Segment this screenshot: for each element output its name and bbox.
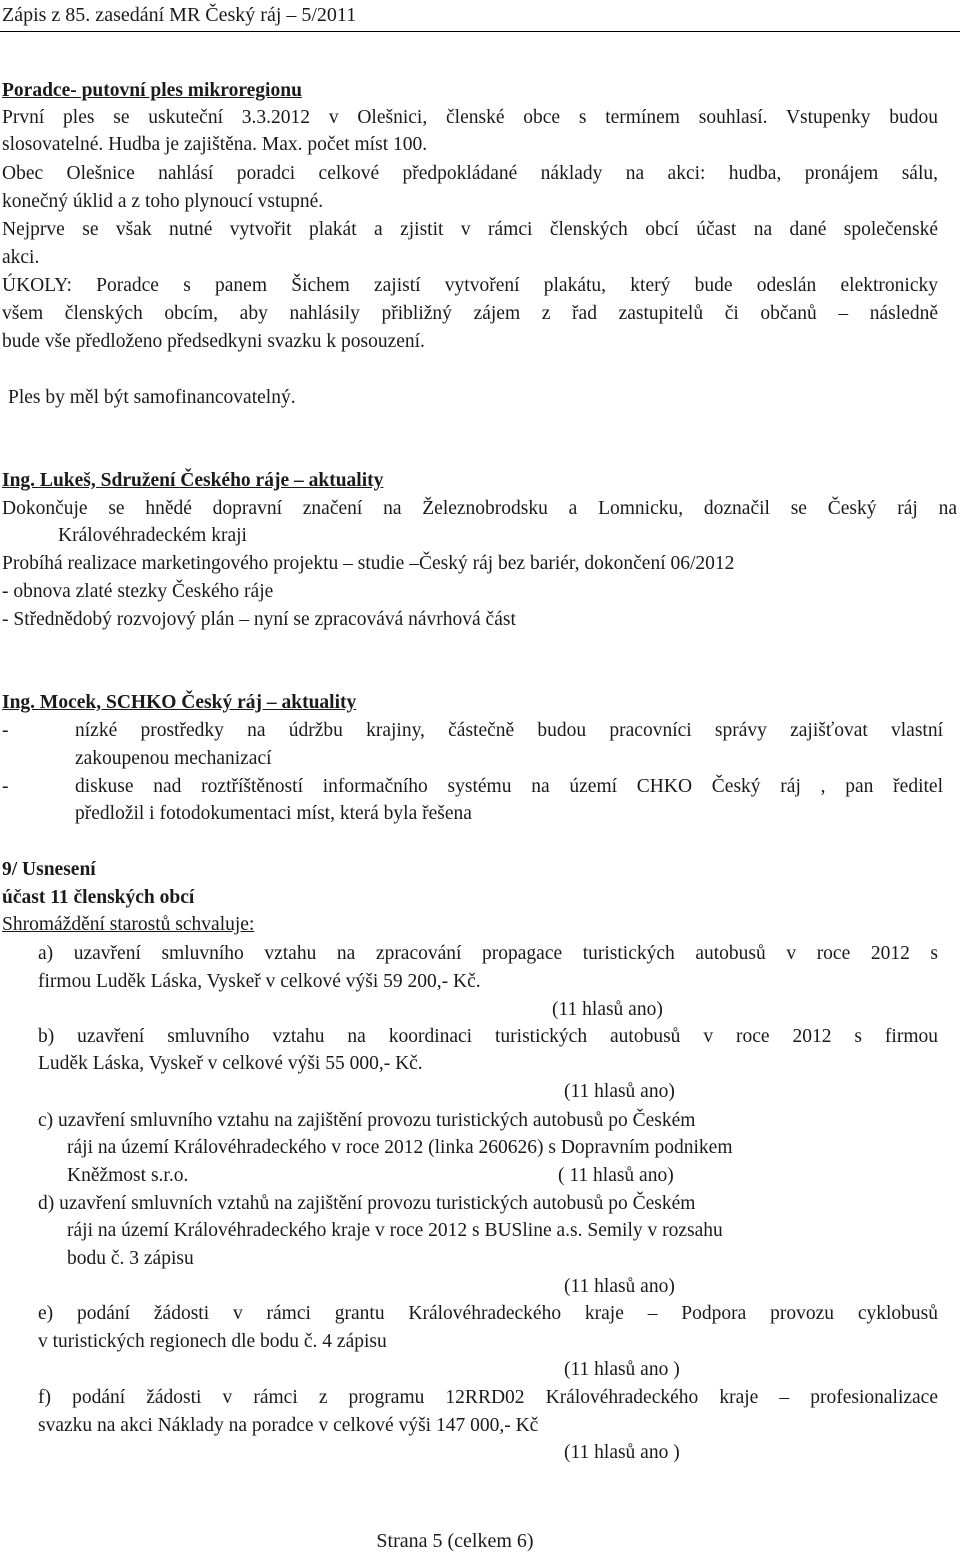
resolution-b-line-2: Luděk Láska, Vyskeř v celkové výši 55 000,- Kč. (38, 1053, 423, 1074)
resolution-c-vote: ( 11 hlasů ano) (558, 1165, 674, 1186)
mocek-item-2-line-2: předložil i fotodokumentaci míst, která byla řešena (75, 803, 472, 824)
mocek-item-1-line-1: nízké prostředky na údržbu krajiny, částečně budou pracovníci správy zajišťovat vlastní (75, 720, 943, 741)
resolution-a-line-2: firmou Luděk Láska, Vyskeř v celkové výši 59 200,- Kč. (38, 971, 481, 992)
resolution-a-line-1: a) uzavření smluvního vztahu na zpracování propagace turistických autobusů v roce 2012 s (38, 943, 938, 964)
lukes-line-3: Probíhá realizace marketingového projektu – studie –Český ráj bez bariér, dokončení 06/2012 (2, 553, 735, 574)
resolution-d-line-2: ráji na území Královéhradeckého kraje v roce 2012 s BUSline a.s. Semily v rozsahu (67, 1220, 723, 1241)
resolution-b-line-1: b) uzavření smluvního vztahu na koordinaci turistických autobusů v roce 2012 s firmou (38, 1026, 938, 1047)
lukes-line-5: - Střednědobý rozvojový plán – nyní se zpracovává návrhová část (2, 609, 516, 630)
poradce-heading: Poradce- putovní ples mikroregionu (2, 80, 302, 101)
poradce-line-5: Nejprve se však nutné vytvořit plakát a zjistit v rámci členských obcí účast na dané společenské (2, 219, 938, 240)
mocek-item-2-line-1: diskuse nad roztříštěností informačního systému na území CHKO Český ráj , pan ředitel (75, 776, 943, 797)
poradce-note: Ples by měl být samofinancovatelný. (8, 387, 296, 408)
page-footer: Strana 5 (celkem 6) (376, 1530, 534, 1552)
poradce-ukoly-line-1: ÚKOLY: Poradce s panem Šichem zajistí vytvoření plakátu, který bude odeslán elektronicky (2, 275, 938, 296)
header-divider (0, 31, 960, 32)
resolution-c-line-2: ráji na území Královéhradeckého v roce 2012 (linka 260626) s Dopravním podnikem (67, 1137, 733, 1158)
resolution-a-vote: (11 hlasů ano) (552, 999, 663, 1020)
resolution-e-line-1: e) podání žádosti v rámci grantu Královéhradeckého kraje – Podpora provozu cyklobusů (38, 1303, 938, 1324)
page-header: Zápis z 85. zasedání MR Český ráj – 5/2011 (2, 4, 357, 26)
resolution-f-line-2: svazku na akci Náklady na poradce v celkové výši 147 000,- Kč (38, 1415, 539, 1436)
mocek-heading: Ing. Mocek, SCHKO Český ráj – aktuality (2, 692, 357, 713)
resolution-e-vote: (11 hlasů ano ) (564, 1359, 680, 1380)
poradce-line-2: slosovatelné. Hudba je zajištěna. Max. počet míst 100. (2, 134, 428, 155)
usneseni-ucast: účast 11 členských obcí (2, 887, 195, 908)
lukes-line-2: Královéhradeckém kraji (58, 525, 247, 546)
resolution-e-line-2: v turistických regionech dle bodu č. 4 zápisu (38, 1331, 387, 1352)
poradce-line-4: konečný úklid a z toho plynoucí vstupné. (2, 191, 324, 212)
resolution-c-line-3: Kněžmost s.r.o. (67, 1165, 189, 1186)
lukes-line-1: Dokončuje se hnědé dopravní značení na Železnobrodsku a Lomnicku, doznačil se Český ráj na (2, 498, 957, 519)
resolution-d-vote: (11 hlasů ano) (564, 1276, 675, 1297)
resolution-f-vote: (11 hlasů ano ) (564, 1442, 680, 1463)
resolution-d-line-1: d) uzavření smluvních vztahů na zajištění provozu turistických autobusů po Českém (38, 1193, 696, 1214)
resolution-f-line-1: f) podání žádosti v rámci z programu 12RRD02 Královéhradeckého kraje – profesionalizace (38, 1387, 938, 1408)
poradce-line-6: akci. (2, 247, 40, 268)
mocek-item-2-dash: - (2, 776, 9, 797)
resolution-d-line-3: bodu č. 3 zápisu (67, 1248, 194, 1269)
mocek-item-1-line-2: zakoupenou mechanizací (75, 748, 272, 769)
poradce-line-1: První ples se uskuteční 3.3.2012 v Olešnici, členské obce s termínem souhlasí. Vstupenky budou (2, 107, 938, 128)
usneseni-heading: 9/ Usnesení (2, 859, 96, 880)
resolution-c-line-1: c) uzavření smluvního vztahu na zajištění provozu turistických autobusů po Českém (38, 1110, 696, 1131)
mocek-item-1-dash: - (2, 720, 9, 741)
poradce-line-3: Obec Olešnice nahlásí poradci celkové předpokládané náklady na akci: hudba, pronájem sálu, (2, 163, 938, 184)
lukes-line-4: - obnova zlaté stezky Českého ráje (2, 581, 274, 602)
poradce-ukoly-line-2: všem členských obcím, aby nahlásily přibližný zájem z řad zastupitelů či občanů – následně (2, 303, 938, 324)
resolution-b-vote: (11 hlasů ano) (564, 1081, 675, 1102)
usneseni-schvaluje: Shromáždění starostů schvaluje: (2, 914, 255, 935)
lukes-heading: Ing. Lukeš, Sdružení Českého ráje – aktuality (2, 470, 384, 491)
poradce-ukoly-line-3: bude vše předloženo předsedkyni svazku k posouzení. (2, 331, 425, 352)
